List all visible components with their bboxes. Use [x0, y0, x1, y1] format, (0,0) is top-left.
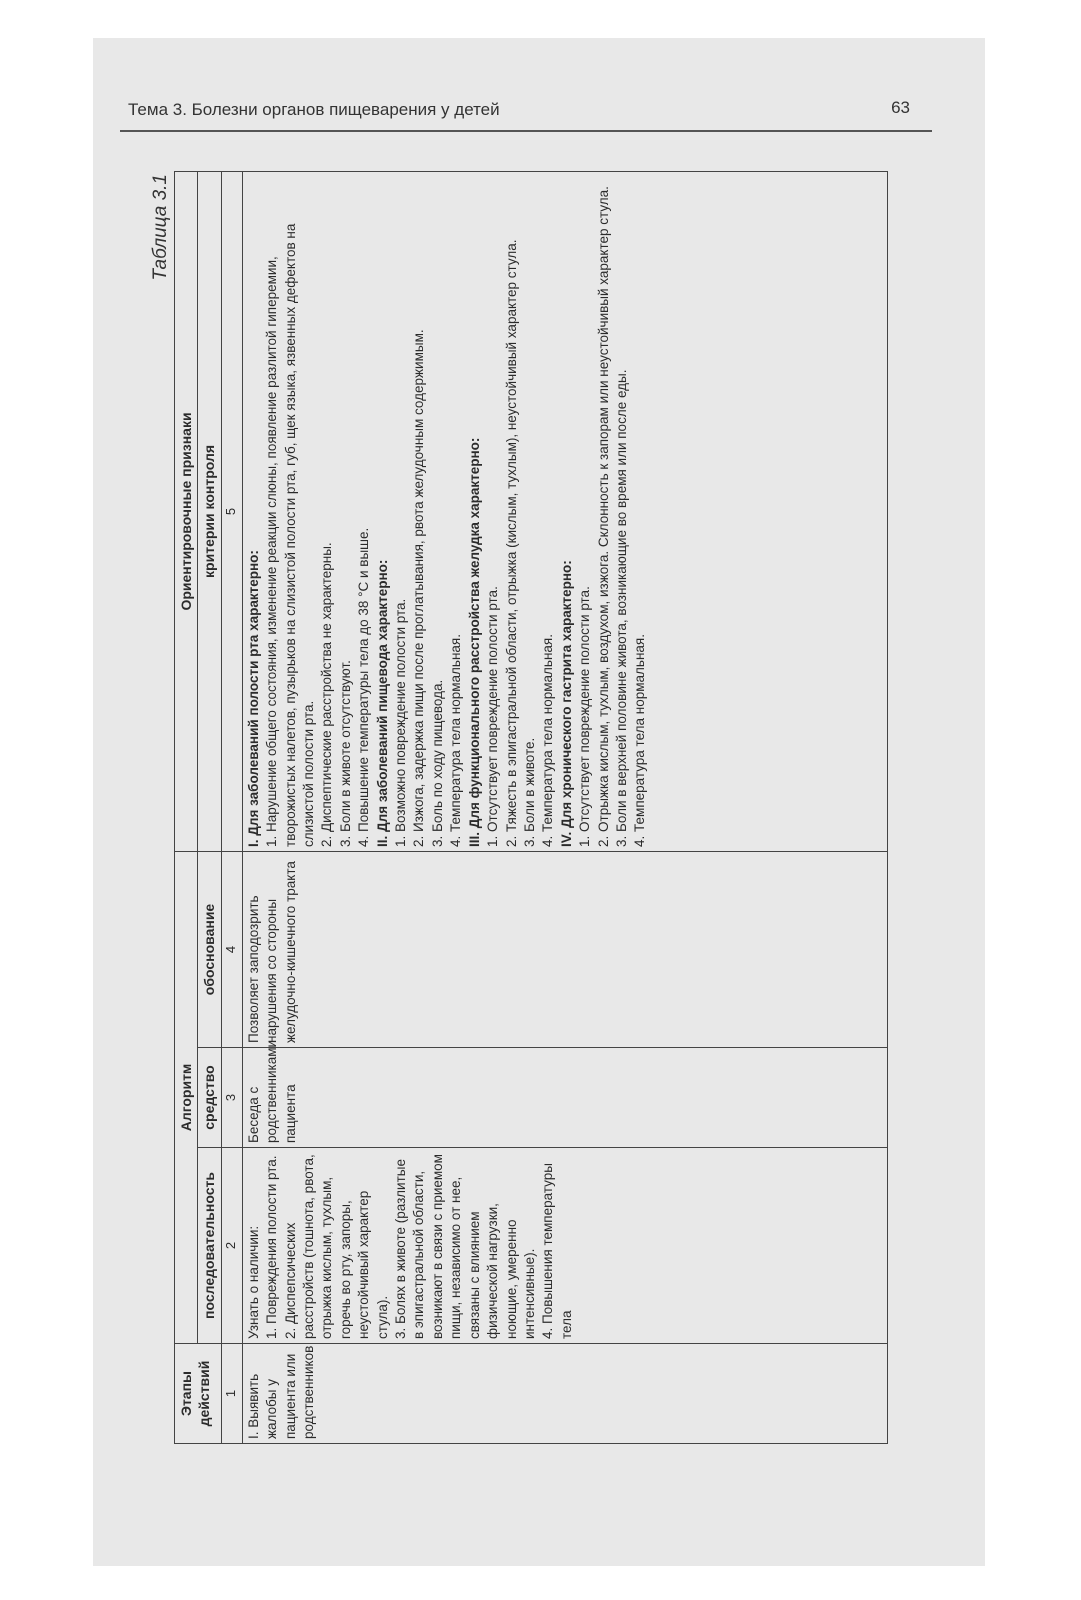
cell-criteria [242, 171, 887, 851]
header-algorithm: Алгоритм [175, 851, 198, 1343]
table-header-row-2 [198, 171, 221, 1443]
criteria-item: 4. Температура тела нормальная. [632, 634, 648, 847]
header-signs: Ориентировочные признаки [175, 171, 198, 851]
criteria-item: 1. Отсутствует повреждение полости рта. [577, 586, 593, 847]
criteria-item: 1. Нарушение общего состояния, изменение реакции слюны, появление разлитой гиперемии, творожистых налетов, пузырьков на слизистой полости рта, губ, щек языка, язвенных дефектов на слизистой полости рта. [264, 223, 317, 847]
criteria-item: 4. Температура тела нормальная. [448, 634, 464, 847]
running-head-title: Тема 3. Болезни органов пищеварения у детей [128, 100, 500, 119]
header-criteria: критерии контроля [198, 171, 221, 851]
column-number: 3 [221, 1048, 242, 1148]
table-caption: Таблица 3.1 [150, 174, 171, 281]
column-number: 2 [221, 1148, 242, 1344]
cell-stage: I. Выявить жалобы у пациента или родственников [242, 1344, 887, 1444]
criteria-item: 4. Повышение температуры тела до 38 °С и выше. [356, 527, 372, 847]
column-number: 5 [221, 171, 242, 851]
criteria-heading: IV. Для хронического гастрита характерно: [558, 560, 574, 847]
criteria-heading: III. Для функционального расстройства желудка характерно: [466, 437, 482, 847]
algorithm-table [174, 171, 888, 1444]
header-rationale: обоснование [198, 851, 221, 1047]
criteria-item: 2. Тяжесть в эпигастральной области, отрыжка (кислым, тухлым), неустойчивый характер стула. [503, 239, 519, 847]
criteria-item: 2. Отрыжка кислым, тухлым, воздухом, изжога. Склонность к запорам или неустойчивый характер стула. [595, 186, 611, 847]
criteria-item: 1. Возможно повреждение полости рта. [393, 598, 409, 847]
criteria-item: 3. Боли в животе отсутствуют. [337, 660, 353, 847]
column-number-row [221, 171, 242, 1443]
cell-sequence [242, 1148, 887, 1344]
header-stages: Этапы действий [175, 1344, 222, 1444]
page-number: 63 [891, 98, 910, 117]
criteria-item: 3. Боль по ходу пищевода. [429, 679, 445, 847]
sequence-line: Узнать о наличии: [245, 1225, 261, 1339]
criteria-item: 2. Изжога, задержка пищи после проглатывания, рвота желудочным содержимым. [411, 329, 427, 847]
criteria-item: 3. Боли в животе. [521, 737, 537, 847]
running-head [120, 96, 910, 124]
sequence-line: 3. Болях в животе (разлитые в эпигастральной области, возникают в связи с приемом пищи, независимо от нее, связаны с влиянием физической нагрузки, ноющие, умеренно интенсивные). [393, 1154, 537, 1339]
cell-means: Беседа с родственниками пациента [242, 1048, 887, 1148]
rotated-table-content [150, 172, 908, 1444]
sequence-line: 1. Повреждения полости рта. [264, 1155, 280, 1339]
column-number: 4 [221, 851, 242, 1047]
criteria-heading: II. Для заболеваний пищевода характерно: [374, 559, 390, 847]
sequence-line: 4. Повышения температуры тела [540, 1163, 574, 1339]
criteria-item: 3. Боли в верхней половине живота, возникающие во время или после еды. [613, 369, 629, 847]
header-means: средство [198, 1048, 221, 1148]
header-rule [120, 130, 932, 132]
rotated-table-region [150, 172, 1081, 1439]
header-sequence: последовательность [198, 1148, 221, 1344]
criteria-item: 4. Температура тела нормальная. [540, 634, 556, 847]
cell-rationale: Позволяет заподозрить нарушения со стороны желудочно-кишечного тракта [242, 851, 887, 1047]
table-header-row-1 [175, 171, 198, 1443]
table-row [242, 171, 887, 1443]
criteria-item: 2. Диспептические расстройства не характерны. [319, 542, 335, 847]
criteria-heading: I. Для заболеваний полости рта характерно: [245, 550, 261, 847]
criteria-item: 1. Отсутствует повреждение полости рта. [485, 586, 501, 847]
sequence-line: 2. Диспепсических расстройств (тошнота, рвота, отрыжка кислым, тухлым, горечь во рту, запоры, неустойчивый характер стула). [282, 1154, 390, 1339]
column-number: 1 [221, 1344, 242, 1444]
